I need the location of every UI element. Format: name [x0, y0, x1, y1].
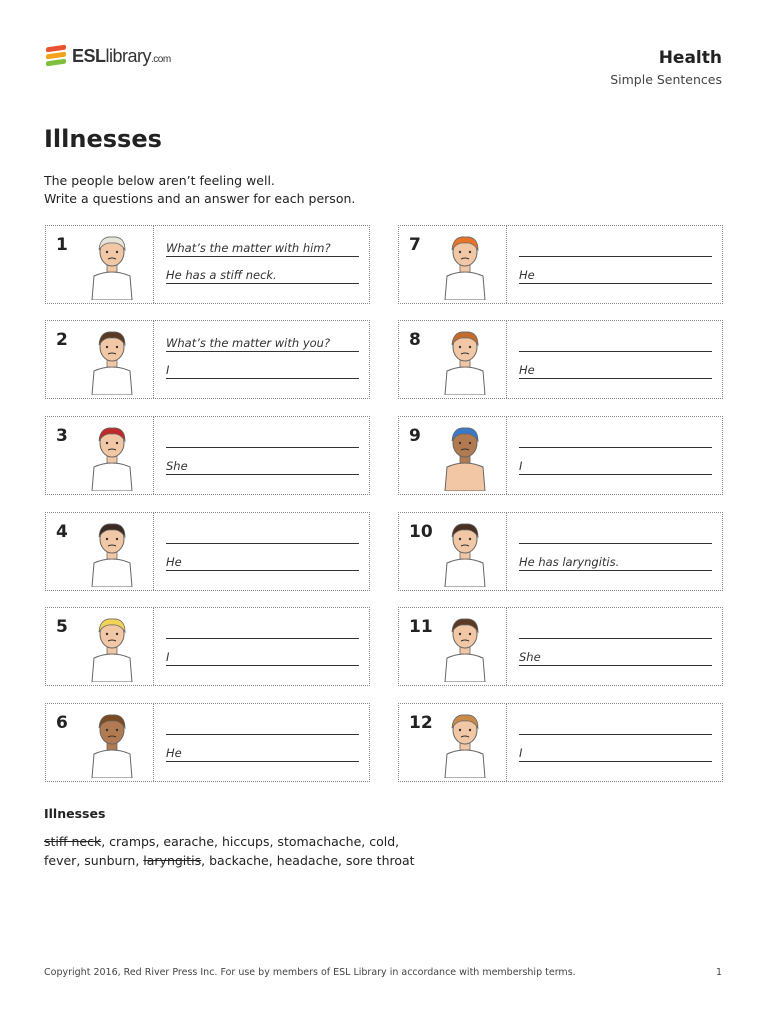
- word-bank-line-2: [44, 851, 424, 870]
- person-sunburn-icon: [429, 421, 501, 491]
- answer-line[interactable]: He: [519, 267, 712, 284]
- answer-line[interactable]: He: [519, 362, 712, 379]
- card-divider: [153, 321, 154, 398]
- question-line[interactable]: [519, 431, 712, 448]
- exercise-card-5: [45, 607, 370, 686]
- card-divider: [153, 513, 154, 590]
- answer-line[interactable]: She: [166, 458, 359, 475]
- card-number: 6: [56, 713, 68, 733]
- person-sore-throat-icon: [429, 325, 501, 395]
- word-bank-items: , backache, headache, sore throat: [201, 853, 415, 868]
- word-bank-items: , cramps, earache, hiccups, stomachache, cold,: [101, 834, 400, 849]
- card-number: 11: [409, 617, 433, 637]
- card-number: 5: [56, 617, 68, 637]
- answer-line[interactable]: He has laryngitis.: [519, 554, 712, 571]
- answer-line[interactable]: I: [166, 649, 359, 666]
- person-fever-icon: [76, 421, 148, 491]
- answer-line[interactable]: He: [166, 745, 359, 762]
- answer-line[interactable]: He: [166, 554, 359, 571]
- word-bank-title: Illnesses: [44, 806, 106, 821]
- card-divider: [153, 417, 154, 494]
- answer-line[interactable]: I: [519, 745, 712, 762]
- question-line[interactable]: What’s the matter with you?: [166, 335, 359, 352]
- exercise-card-6: [45, 703, 370, 782]
- word-bank-line-1: [44, 832, 424, 851]
- exercise-card-2: [45, 320, 370, 399]
- person-laryngitis-icon: [429, 517, 501, 587]
- esl-library-logo: [46, 44, 171, 68]
- answer-line[interactable]: She: [519, 649, 712, 666]
- question-line[interactable]: [519, 335, 712, 352]
- answer-line[interactable]: He has a stiff neck.: [166, 267, 359, 284]
- exercise-card-12: [398, 703, 723, 782]
- exercise-card-11: [398, 607, 723, 686]
- card-number: 10: [409, 522, 433, 542]
- person-stomachache-icon: [76, 517, 148, 587]
- question-line[interactable]: [166, 431, 359, 448]
- page-title: Illnesses: [44, 125, 162, 153]
- person-headache-icon: [76, 325, 148, 395]
- exercise-card-3: [45, 416, 370, 495]
- card-divider: [506, 321, 507, 398]
- exercise-card-4: [45, 512, 370, 591]
- question-line[interactable]: [519, 240, 712, 257]
- card-number: 1: [56, 235, 68, 255]
- topic-title: Health: [658, 48, 722, 68]
- exercise-card-8: [398, 320, 723, 399]
- card-divider: [506, 704, 507, 781]
- card-number: 8: [409, 330, 421, 350]
- card-divider: [153, 704, 154, 781]
- instruction-line-1: The people below aren’t feeling well.: [44, 173, 275, 188]
- person-backache-icon: [429, 230, 501, 300]
- answer-line[interactable]: I: [519, 458, 712, 475]
- card-number: 4: [56, 522, 68, 542]
- card-divider: [153, 226, 154, 303]
- topic-header: [610, 48, 722, 87]
- logo-books-icon: [46, 44, 68, 68]
- instructions: [44, 172, 355, 208]
- topic-subtitle: Simple Sentences: [610, 72, 722, 87]
- exercise-card-7: [398, 225, 723, 304]
- card-number: 7: [409, 235, 421, 255]
- copyright-footer: Copyright 2016, Red River Press Inc. For use by members of ESL Library in accordance with membership terms.: [44, 967, 576, 978]
- exercise-card-9: [398, 416, 723, 495]
- card-divider: [506, 608, 507, 685]
- question-line[interactable]: What’s the matter with him?: [166, 240, 359, 257]
- question-line[interactable]: [166, 622, 359, 639]
- question-line[interactable]: [166, 527, 359, 544]
- question-line[interactable]: [519, 622, 712, 639]
- card-number: 9: [409, 426, 421, 446]
- logo-text: ESLlibrary.com: [72, 45, 171, 66]
- card-divider: [506, 417, 507, 494]
- card-number: 2: [56, 330, 68, 350]
- instruction-line-2: Write a questions and an answer for each person.: [44, 191, 356, 206]
- word-bank-items: fever, sunburn,: [44, 853, 144, 868]
- question-line[interactable]: [519, 527, 712, 544]
- page-number: 1: [715, 967, 722, 978]
- person-cold-icon: [76, 612, 148, 682]
- exercise-card-1: [45, 225, 370, 304]
- card-number: 3: [56, 426, 68, 446]
- exercise-card-10: [398, 512, 723, 591]
- word-bank-item-struck: stiff neck: [44, 834, 102, 849]
- card-divider: [153, 608, 154, 685]
- word-bank: [44, 832, 424, 870]
- card-divider: [506, 513, 507, 590]
- person-cramps-icon: [429, 612, 501, 682]
- person-hiccups-icon: [429, 708, 501, 778]
- question-line[interactable]: [166, 718, 359, 735]
- question-line[interactable]: [519, 718, 712, 735]
- word-bank-item-struck: laryngitis: [143, 853, 202, 868]
- person-earache-icon: [76, 708, 148, 778]
- card-divider: [506, 226, 507, 303]
- card-number: 12: [409, 713, 433, 733]
- answer-line[interactable]: I: [166, 362, 359, 379]
- person-stiff-neck-icon: [76, 230, 148, 300]
